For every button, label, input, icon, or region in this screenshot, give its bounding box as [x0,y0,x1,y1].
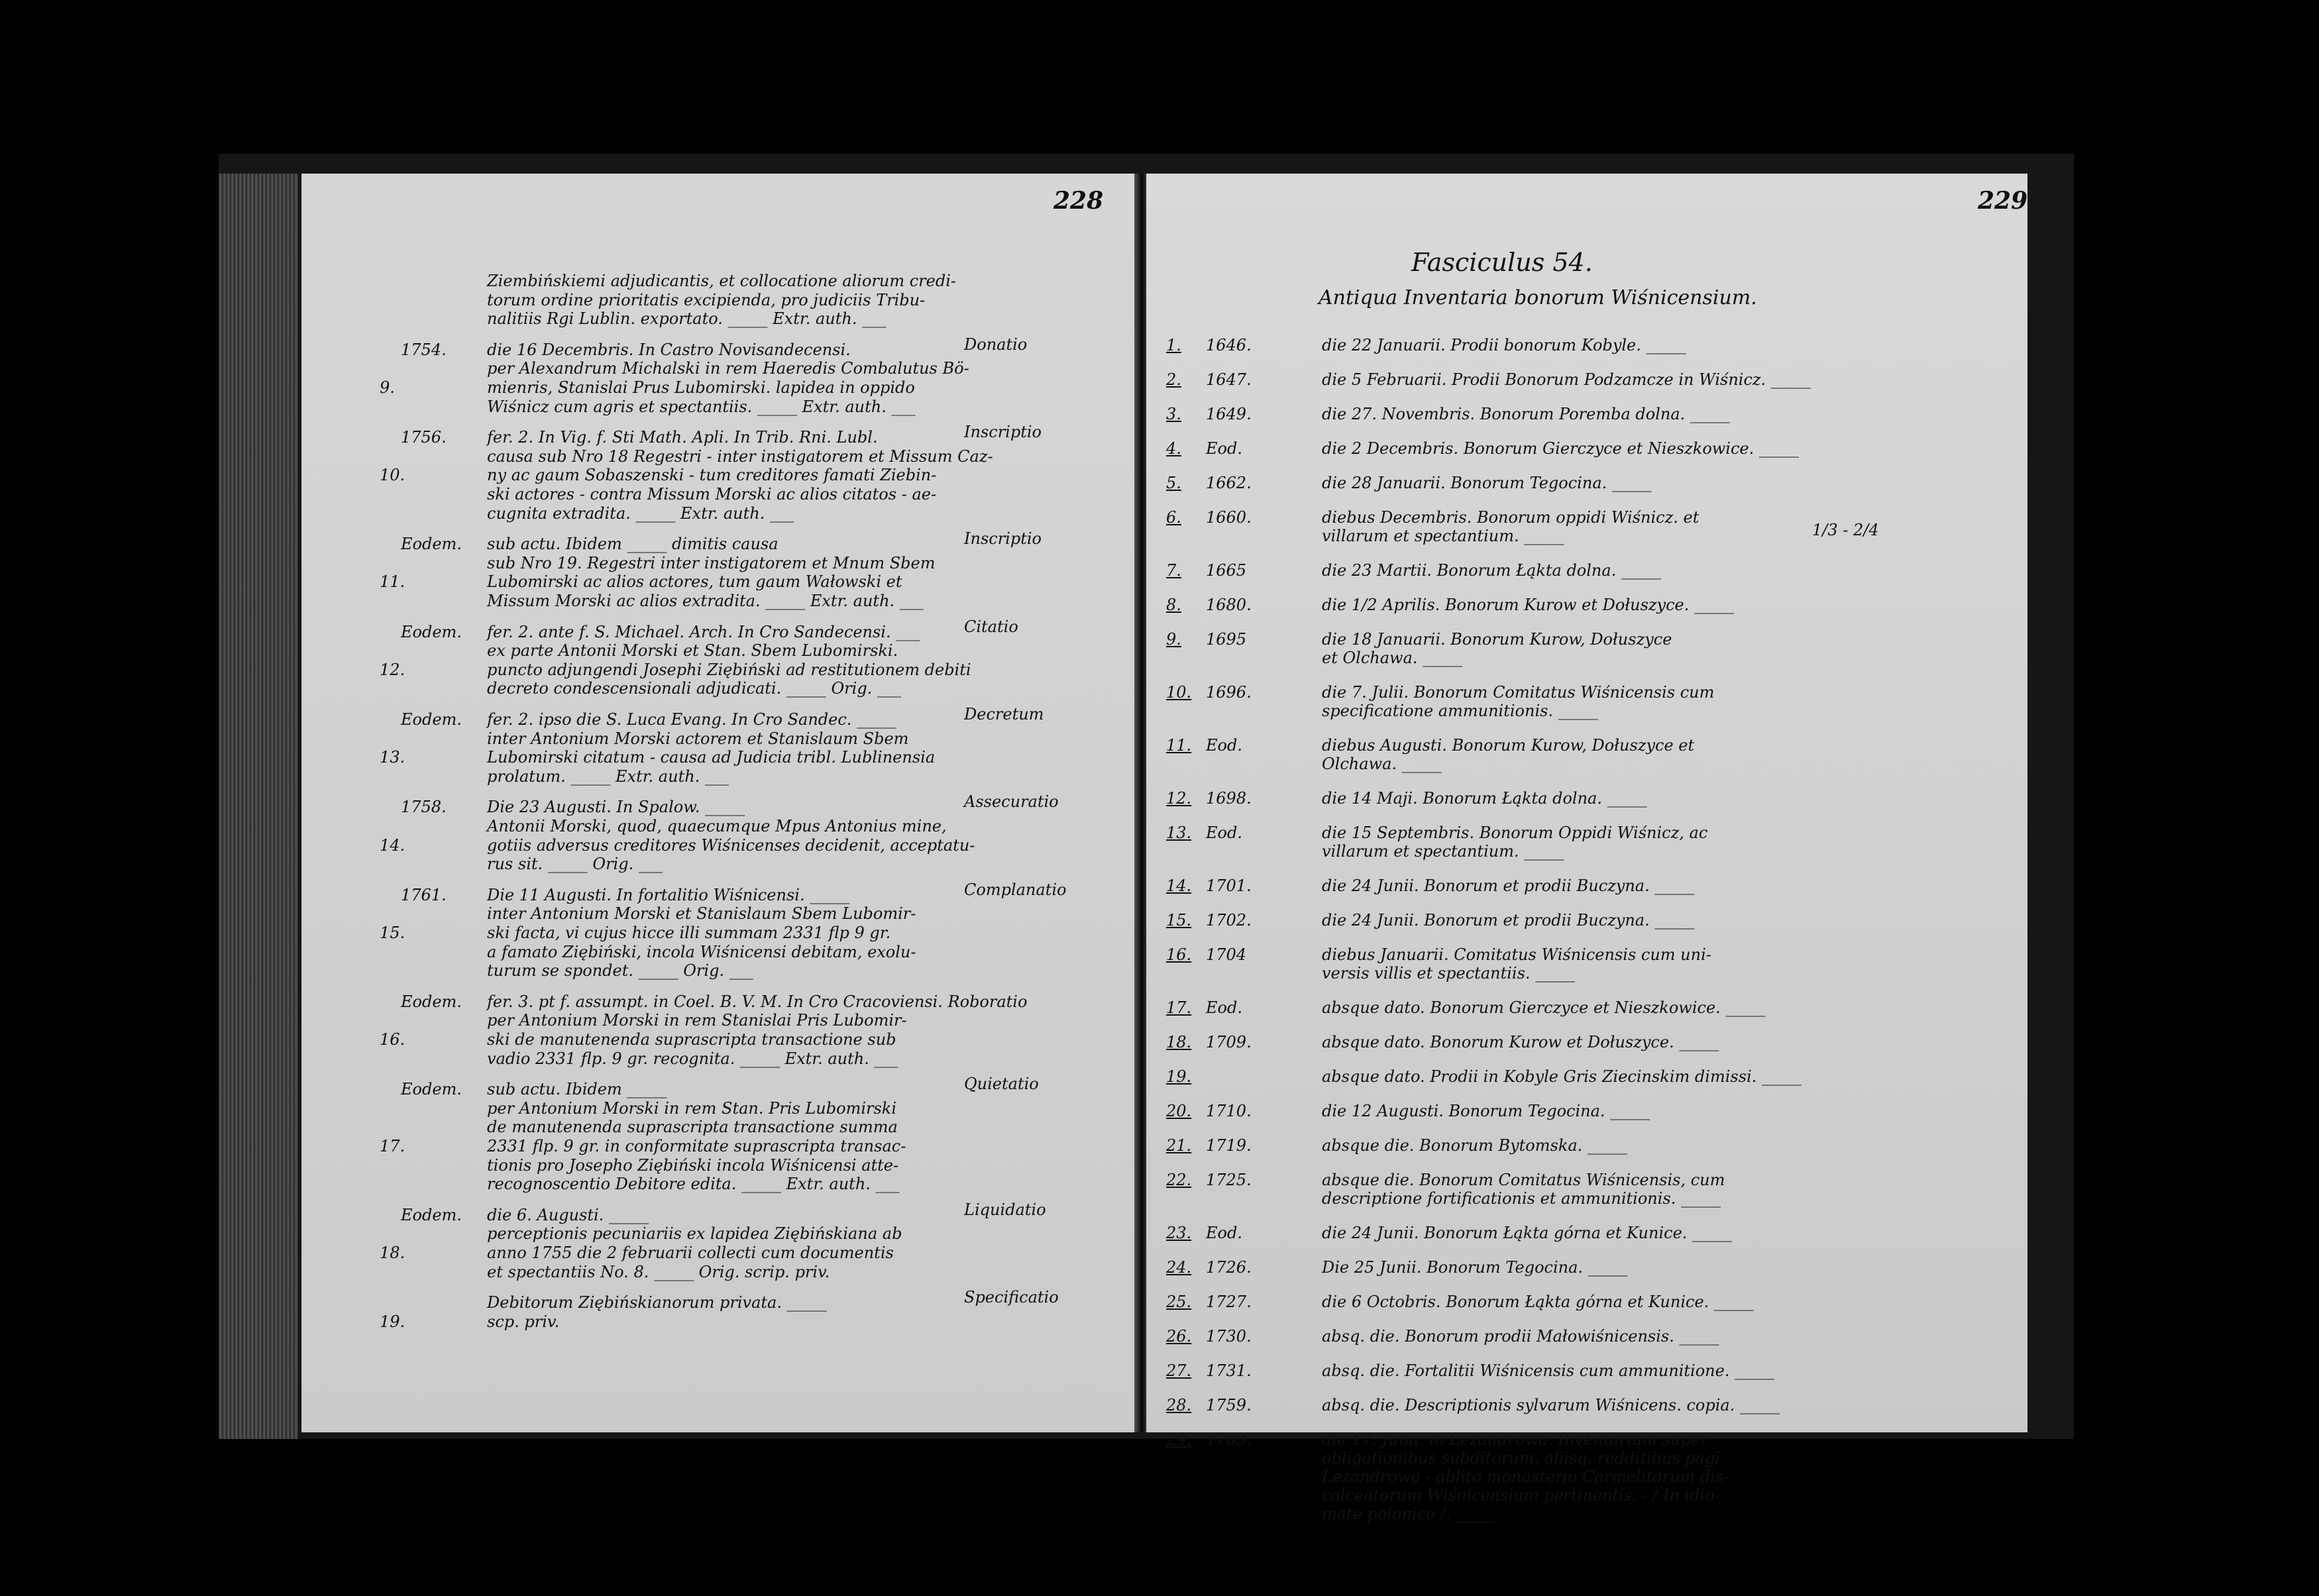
entry-side-label: Inscriptio [964,529,1042,549]
entry-number: 11. [380,572,405,592]
entry-text-line: die 18 Januarii. Bonorum Kurow, Dołuszyce [1322,630,1672,649]
page-edges [219,174,298,1439]
right-page [1146,174,2028,1523]
entry-text-line: die 24 Junii. Bonorum Łąkta górna et Kunice. _____ [1322,1224,1733,1242]
entry-year: Eod. [1206,824,1242,842]
entry-text-line: Debitorum Ziębińskianorum privata. _____ [487,1293,827,1312]
entry-number: 24. [1166,1258,1192,1277]
entry-text-line: sub actu. Ibidem _____ dimitis causa [487,535,779,554]
entry-text-line: sub Nro 19. Regestri inter instigatorem et Mnum Sbem [487,553,936,572]
entry-year: 1649. [1206,405,1252,423]
entry-text-line: Lubomirski ac alios actores, tum gaum Wałowski et [487,572,902,592]
entry-number: 14. [1166,877,1192,895]
entry-text-line: die 22 Januarii. Prodii bonorum Kobyle. _____ [1322,336,1686,354]
entry-text-line: versis villis et spectantiis. _____ [1322,964,1576,983]
entry-text-line: nalitiis Rgi Lublin. exportato. _____ Extr. auth. ___ [487,309,887,329]
entry-side-label: Assecuratio [964,792,1059,812]
entry-year: 1695 [1206,630,1247,649]
entry-text-line: per Antonium Morski in rem Stan. Pris Lubomirski [487,1098,897,1118]
entry-text-line: ny ac gaum Sobaszenski - tum creditores famati Ziebin- [487,466,937,485]
entry-year: Eodem. [401,622,462,641]
entry-year: Eodem. [401,710,462,729]
entry-text-line: die 14 Maji. Bonorum Łąkta dolna. _____ [1322,789,1647,808]
entry-text-line: a famato Ziębiński, incola Wiśnicensi debitam, exolu- [487,942,916,961]
entry-text-line: anno 1755 die 2 februarii collecti cum documentis [487,1244,894,1262]
entry-number: 27. [1166,1361,1192,1380]
entry-text-line: mienris, Stanislai Prus Lubomirski. lapidea in oppido [487,378,915,397]
entry-text-line: Lezandrowa - ablito monasterio Carmelitarum dis- [1322,1467,1729,1486]
entry-number: 2. [1166,370,1181,389]
entry-number: 16. [1166,945,1192,964]
entry-text-line: Die 23 Augusti. In Spalow. _____ [487,798,745,817]
entry-number: 6. [1166,508,1181,527]
entry-text-line: diebus Januarii. Comitatus Wiśnicensis cum uni- [1322,945,1711,964]
entry-text-line: Olchawa. _____ [1322,755,1442,773]
entry-year: 1783. [1206,1430,1252,1449]
entry-year: 1761. [401,885,447,904]
entry-year: 1719. [1206,1136,1252,1155]
entry-number: 12. [380,660,405,679]
entry-text-line: villarum et spectantium. _____ [1322,842,1564,861]
left-page [301,174,1136,1432]
entry-year: 1647. [1206,370,1252,389]
entry-text-line: per Antonium Morski in rem Stanislai Pris Lubomir- [487,1011,907,1030]
entry-text-line: die 6 Octobris. Bonorum Łąkta górna et Kunice. _____ [1322,1293,1754,1311]
entry-year: 1698. [1206,789,1252,808]
entry-side-label: Donatio [964,335,1028,354]
entry-side-label: Inscriptio [964,423,1042,442]
entry-text-line: recognoscentio Debitore edita. _____ Extr. auth. ___ [487,1175,900,1194]
entry-text-line: absq. die. Bonorum prodii Małowiśnicensis. _____ [1322,1327,1719,1346]
entry-text-line: mate polonico /. _____ [1322,1505,1496,1523]
entry-number: 14. [380,835,405,855]
entry-text-line: specificatione ammunitionis. _____ [1322,702,1598,720]
margin-note: 1/3 - 2/4 [1812,521,1879,539]
entry-year: 1680. [1206,596,1252,614]
entry-text-line: puncto adjungendi Josephi Ziębiński ad restitutionem debiti [487,660,971,679]
entry-year: 1702. [1206,911,1252,930]
entry-text-line: turum se spondet. _____ Orig. ___ [487,961,753,981]
entry-number: 19. [380,1312,405,1331]
entry-number: 16. [380,1030,405,1049]
entry-number: 29. [1166,1430,1192,1449]
entry-number: 10. [380,466,405,485]
entry-text-line: per Alexandrum Michalski in rem Haeredis Combalutus Bö- [487,359,969,378]
entry-text-line: cugnita extradita. _____ Extr. auth. ___ [487,504,794,523]
entry-number: 7. [1166,561,1181,580]
entry-text-line: fer. 3. pt f. assumpt. in Coel. B. V. M. In Cro Cracoviensi. Roboratio [487,992,1028,1011]
entry-text-line: absq. die. Fortalitii Wiśnicensis cum ammunitione. _____ [1322,1361,1775,1380]
entry-text-line: absque dato. Bonorum Kurow et Dołuszyce. _____ [1322,1033,1719,1051]
entry-text-line: gotiis adversus creditores Wiśnicenses decidenit, acceptatu- [487,835,975,855]
entry-number: 15. [1166,911,1192,930]
entry-year: 1665 [1206,561,1247,580]
entry-year: Eodem. [401,1205,462,1224]
entry-text-line: perceptionis pecuniariis ex lapidea Ziębińskiana ab [487,1224,902,1244]
entry-text-line: villarum et spectantium. _____ [1322,527,1564,545]
entry-text-line: rus sit. _____ Orig. ___ [487,855,663,874]
entry-year: 1646. [1206,336,1252,354]
entry-text-line: Ziembińskiemi adjudicantis, et collocatione aliorum credi- [487,272,956,290]
entry-text-line: diebus Augusti. Bonorum Kurow, Dołuszyce et [1322,736,1695,755]
entry-text-line: fer. 2. ipso die S. Luca Evang. In Cro Sandec. _____ [487,710,897,729]
entry-text-line: ex parte Antonii Morski et Stan. Sbem Lubomirski. [487,641,898,661]
entry-year: 1758. [401,798,447,817]
entry-text-line: absque dato. Bonorum Gierczyce et Nieszkowice. _____ [1322,998,1766,1017]
entry-number: 23. [1166,1224,1192,1242]
entry-text-line: die 1/2 Aprilis. Bonorum Kurow et Dołuszyce. _____ [1322,596,1734,614]
entry-year: Eod. [1206,736,1242,755]
entry-year: Eod. [1206,1224,1242,1242]
entry-number: 9. [1166,630,1181,649]
entry-text-line: Missum Morski ac alios extradita. _____ Extr. auth. ___ [487,592,924,610]
entry-side-label: Quietatio [964,1075,1039,1094]
entry-year: 1754. [401,340,447,359]
fascicle-subtitle: Antiqua Inventaria bonorum Wiśnicensium. [1319,286,1757,309]
entry-text-line: sub actu. Ibidem _____ [487,1080,667,1099]
entry-text-line: de manutenenda suprascripta transactione summa [487,1118,898,1137]
entry-number: 18. [380,1244,405,1262]
entry-number: 25. [1166,1293,1192,1311]
entry-text-line: die 24 Junii. Bonorum et prodii Buczyna. _____ [1322,911,1695,930]
entry-text-line: ski actores - contra Missum Morski ac alios citatos - ae- [487,485,937,504]
entry-year: 1730. [1206,1327,1252,1346]
entry-year: 1704 [1206,945,1247,964]
entry-number: 8. [1166,596,1181,614]
entry-text-line: et Olchawa. _____ [1322,649,1463,667]
right-page-number: 229 [1978,187,2028,215]
entry-year: 1696. [1206,683,1252,702]
entry-text-line: die 6. Augusti. _____ [487,1205,649,1224]
entry-text-line: scp. priv. [487,1312,560,1331]
entry-year: Eodem. [401,1080,462,1099]
entry-text-line: die 27. Novembris. Bonorum Poremba dolna. _____ [1322,405,1730,423]
entry-text-line: ski de manutenenda suprascripta transactione sub [487,1030,896,1049]
fascicle-title: Fasciculus 54. [1411,248,1593,277]
entry-year: 1701. [1206,877,1252,895]
entry-text-line: decreto condescensionali adjudicati. _____ Orig. ___ [487,679,901,698]
entry-number: 26. [1166,1327,1192,1346]
entry-number: 19. [1166,1067,1192,1086]
entry-text-line: inter Antonium Morski et Stanislaum Sbem Lubomir- [487,904,916,924]
entry-year: 1727. [1206,1293,1252,1311]
entry-text-line: die 28 Januarii. Bonorum Tegocina. _____ [1322,474,1652,492]
entry-text-line: torum ordine prioritatis excipienda, pro judiciis Tribu- [487,290,926,309]
entry-number: 12. [1166,789,1192,808]
entry-year: 1731. [1206,1361,1252,1380]
entry-text-line: fer. 2. ante f. S. Michael. Arch. In Cro Sandecensi. ___ [487,622,920,641]
entry-side-label: Complanatio [964,880,1067,899]
entry-text-line: ski facta, vi cujus hicce illi summam 2331 flp 9 gr. [487,924,891,942]
entry-text-line: die 12 Augusti. Bonorum Tegocina. _____ [1322,1102,1650,1120]
entry-number: 21. [1166,1136,1192,1155]
entry-year: 1725. [1206,1171,1252,1189]
entry-side-label: Liquidatio [964,1200,1046,1219]
entry-text-line: die 2 Decembris. Bonorum Gierczyce et Nieszkowice. _____ [1322,439,1799,458]
entry-text-line: die 16 Decembris. In Castro Novisandecensi. [487,340,851,359]
entry-text-line: Wiśnicz cum agris et spectantiis. _____ Extr. auth. ___ [487,397,916,416]
entry-text-line: et spectantiis No. 8. _____ Orig. scrip. priv. [487,1262,830,1281]
entry-text-line: absque dato. Prodii in Kobyle Gris Ziecinskim dimissi. _____ [1322,1067,1802,1086]
entry-year: 1726. [1206,1258,1252,1277]
entry-text-line: fer. 2. In Vig. f. Sti Math. Apli. In Trib. Rni. Lubl. [487,428,878,447]
entry-number: 5. [1166,474,1181,492]
entry-year: Eodem. [401,535,462,554]
entry-number: 10. [1166,683,1192,702]
entry-text-line: die 5 Februarii. Prodii Bonorum Podzamcze in Wiśnicz. _____ [1322,370,1811,389]
entry-text-line: prolatum. _____ Extr. auth. ___ [487,767,729,786]
left-page-number: 228 [1053,187,1104,215]
entry-year: Eod. [1206,439,1242,458]
entry-text-line: Antonii Morski, quod, quaecumque Mpus Antonius mine, [487,817,947,835]
entry-year: 1756. [401,428,447,447]
entry-number: 11. [1166,736,1192,755]
entry-year: Eodem. [401,992,462,1011]
entry-number: 9. [380,378,395,397]
entry-side-label: Citatio [964,617,1018,636]
entry-side-label: Decretum [964,705,1044,723]
entry-year: Eod. [1206,998,1242,1017]
entry-text-line: 2331 flp. 9 gr. in conformitate suprascripta transac- [487,1137,906,1155]
entry-year: 1662. [1206,474,1252,492]
entry-text-line: Die 11 Augusti. In fortalitio Wiśnicensi. _____ [487,885,850,904]
entry-number: 15. [380,924,405,942]
entry-text-line: obligationibus subditorum, aliisq. redditibus pagi [1322,1449,1720,1467]
entry-year: 1759. [1206,1396,1252,1414]
entry-text-line: absq. die. Descriptionis sylvarum Wiśnicens. copia. _____ [1322,1396,1780,1414]
entry-text-line: tionis pro Josepho Ziębiński incola Wiśnicensi atte- [487,1155,899,1175]
entry-text-line: inter Antonium Morski actorem et Stanislaum Sbem [487,729,909,748]
entry-text-line: causa sub Nro 18 Regestri - inter instigatorem et Missum Caz- [487,447,993,466]
entry-text-line: Die 25 Junii. Bonorum Tegocina. _____ [1322,1258,1628,1277]
entry-text-line: vadio 2331 flp. 9 gr. recognita. _____ Extr. auth. ___ [487,1049,898,1068]
entry-text-line: Lubomirski citatum - causa ad Judicia tribl. Lublinensia [487,748,936,767]
entry-year: 1660. [1206,508,1252,527]
entry-number: 18. [1166,1033,1192,1051]
entry-text-line: absque die. Bonorum Comitatus Wiśnicensis, cum [1322,1171,1725,1189]
entry-text-line: descriptione fortificationis et ammunitionis. _____ [1322,1189,1721,1208]
entry-text-line: calceatorum Wiśnicensium pertinentis. - / In idio- [1322,1486,1720,1505]
entry-number: 1. [1166,336,1181,354]
entry-text-line: diebus Decembris. Bonorum oppidi Wiśnicz. et [1322,508,1699,527]
entry-number: 17. [1166,998,1192,1017]
entry-number: 20. [1166,1102,1192,1120]
entry-text-line: die 17. Junii. in Lezandrowa. Inventarium super [1322,1430,1708,1449]
entry-text-line: die 7. Julii. Bonorum Comitatus Wiśnicensis cum [1322,683,1715,702]
entry-year: 1710. [1206,1102,1252,1120]
entry-text-line: die 24 Junii. Bonorum et prodii Buczyna. _____ [1322,877,1695,895]
entry-number: 3. [1166,405,1181,423]
entry-text-line: die 23 Martii. Bonorum Łąkta dolna. _____ [1322,561,1661,580]
entry-number: 4. [1166,439,1181,458]
entry-number: 13. [1166,824,1192,842]
entry-text-line: absque die. Bonorum Bytomska. _____ [1322,1136,1627,1155]
entry-number: 22. [1166,1171,1192,1189]
entry-year: 1709. [1206,1033,1252,1051]
entry-side-label: Specificatio [964,1288,1059,1307]
entry-number: 28. [1166,1396,1192,1414]
entry-number: 17. [380,1137,405,1155]
entry-number: 13. [380,748,405,767]
entry-text-line: die 15 Septembris. Bonorum Oppidi Wiśnicz, ac [1322,824,1708,842]
